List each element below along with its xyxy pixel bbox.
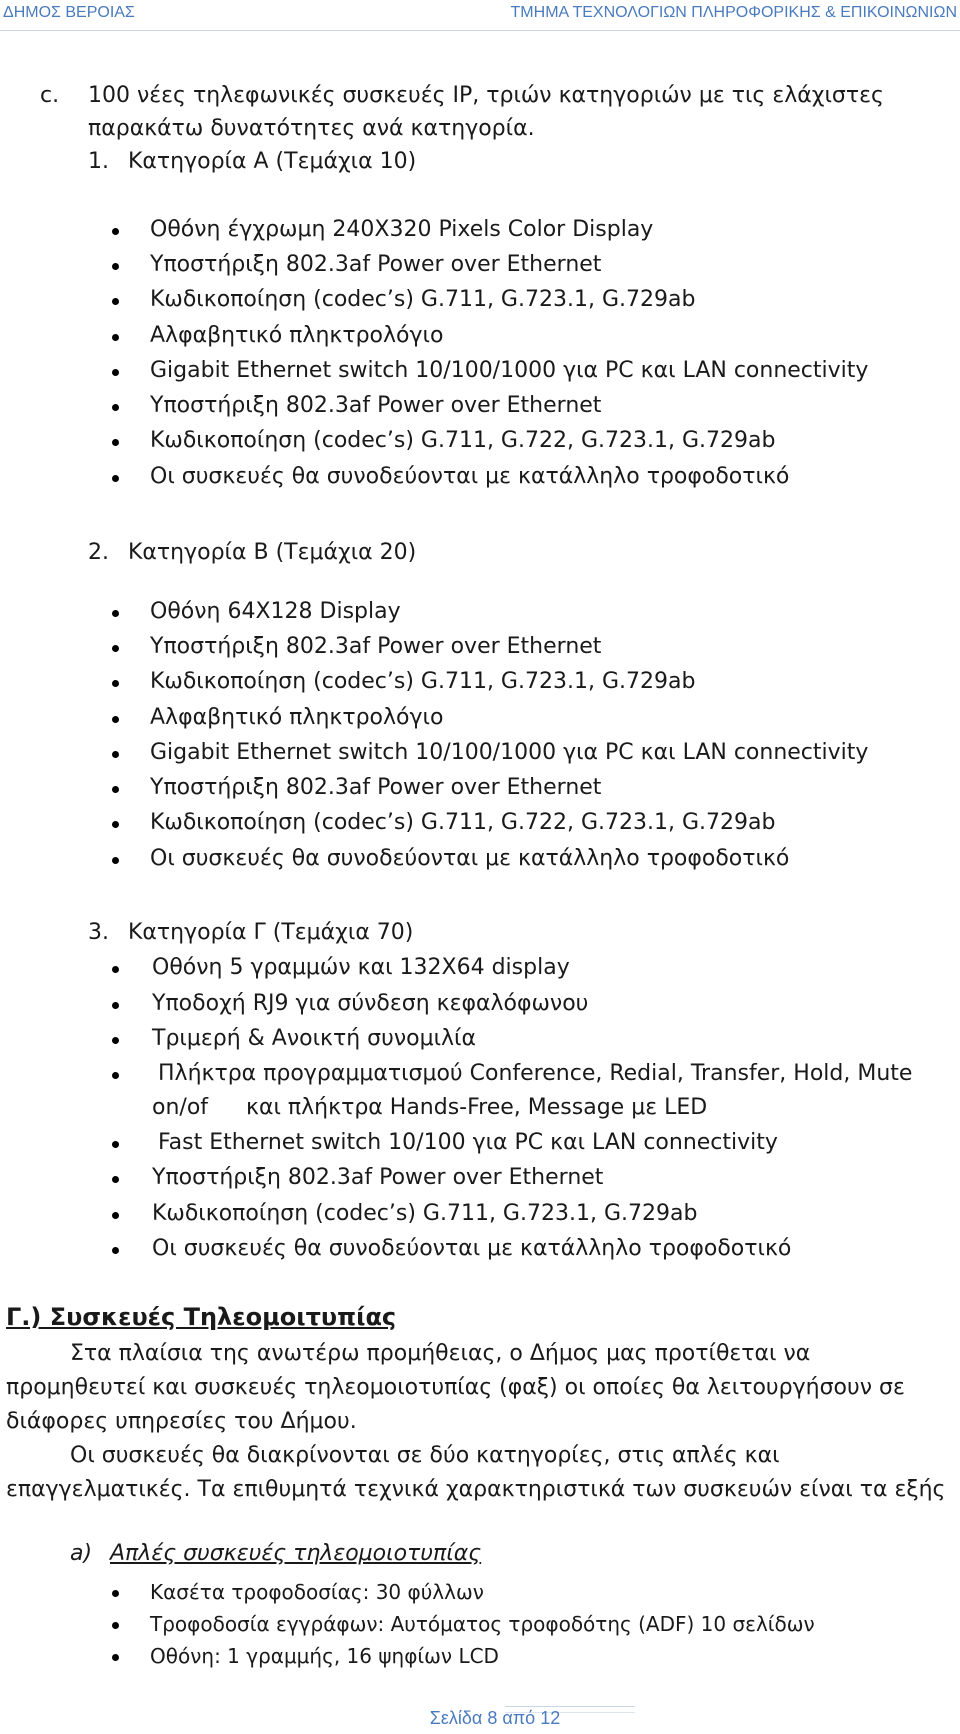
sub-heading-title: Απλές συσκευές τηλεομοιοτυπίας xyxy=(110,1541,482,1566)
bullet-icon xyxy=(112,751,119,758)
category-c-item: Οθόνη 5 γραμμών και 132X64 display xyxy=(152,955,570,980)
bullet-icon xyxy=(112,1141,119,1148)
category-b-item: Κωδικοποίηση (codec’s) G.711, G.723.1, G.729ab xyxy=(150,669,696,694)
intro-line-2: παρακάτω δυνατότητες ανά κατηγορία. xyxy=(88,116,535,141)
fax-para-2-line-2: επαγγελματικές. Τα επιθυμητά τεχνικά χαρακτηριστικά των συσκευών είναι τα εξής xyxy=(6,1477,946,1502)
bullet-icon xyxy=(112,1002,119,1009)
category-a-item: Οθόνη έγχρωμη 240X320 Pixels Color Display xyxy=(150,217,654,242)
bullet-icon xyxy=(112,475,119,482)
header-organization: ΔΗΜΟΣ ΒΕΡΟΙΑΣ xyxy=(3,4,135,21)
category-a-item: Κωδικοποίηση (codec’s) G.711, G.722, G.723.1, G.729ab xyxy=(150,428,776,453)
category-c-item: Fast Ethernet switch 10/100 για PC και LAN connectivity xyxy=(158,1130,778,1155)
bullet-icon xyxy=(112,680,119,687)
fax-para-1-line-2: προμηθευτεί και συσκευές τηλεομοιοτυπίας (φαξ) οι οποίες θα λειτουργήσουν σε xyxy=(6,1375,905,1400)
bullet-icon xyxy=(112,1654,119,1661)
intro-line-1: 100 νέες τηλεφωνικές συσκευές IP, τριών κατηγοριών με τις ελάχιστες xyxy=(88,83,884,108)
bullet-icon xyxy=(112,369,119,376)
page-number: Σελίδα 8 από 12 xyxy=(429,1708,561,1728)
sub-heading-marker: a) xyxy=(70,1541,93,1566)
category-b-item: Κωδικοποίηση (codec’s) G.711, G.722, G.723.1, G.729ab xyxy=(150,810,776,835)
category-b-item: Υποστήριξη 802.3af Power over Ethernet xyxy=(150,775,602,800)
category-a-item: Κωδικοποίηση (codec’s) G.711, G.723.1, G.729ab xyxy=(150,287,696,312)
category-c-title: Κατηγορία Γ (Τεμάχια 70) xyxy=(128,920,414,945)
bullet-icon xyxy=(112,404,119,411)
bullet-icon xyxy=(112,439,119,446)
fax-item: Κασέτα τροφοδοσίας: 30 φύλλων xyxy=(150,1580,484,1604)
category-a-item: Αλφαβητικό πληκτρολόγιο xyxy=(150,323,444,348)
bullet-icon xyxy=(112,1212,119,1219)
bullet-icon xyxy=(112,263,119,270)
page-footer xyxy=(0,1708,960,1729)
intro-marker: c. xyxy=(40,83,60,108)
page-header xyxy=(0,0,960,31)
category-b-number: 2. xyxy=(88,540,109,565)
category-c-number: 3. xyxy=(88,920,109,945)
category-c-item-continuation-b: και πλήκτρα Hands-Free, Message με LED xyxy=(246,1095,708,1120)
category-b-item: Αλφαβητικό πληκτρολόγιο xyxy=(150,705,444,730)
fax-para-1-line-1: Στα πλαίσια της ανωτέρω προμήθειας, ο Δήμος μας προτίθεται να xyxy=(70,1341,811,1366)
category-c-item: Οι συσκευές θα συνοδεύονται με κατάλληλο τροφοδοτικό xyxy=(152,1236,792,1261)
fax-item: Τροφοδοσία εγγράφων: Αυτόματος τροφοδότης (ADF) 10 σελίδων xyxy=(150,1612,815,1636)
category-a-item: Gigabit Ethernet switch 10/100/1000 για PC και LAN connectivity xyxy=(150,358,869,383)
bullet-icon xyxy=(112,716,119,723)
bullet-icon xyxy=(112,298,119,305)
footer-divider xyxy=(505,1706,635,1707)
category-a-item: Υποστήριξη 802.3af Power over Ethernet xyxy=(150,393,602,418)
header-department: ΤΜΗΜΑ ΤΕΧΝΟΛΟΓΙΩΝ ΠΛΗΡΟΦΟΡΙΚΗΣ & ΕΠΙΚΟΙΝΩΝΙΩΝ xyxy=(510,4,957,21)
category-b-item: Οθόνη 64X128 Display xyxy=(150,599,401,624)
fax-para-1-line-3: διάφορες υπηρεσίες του Δήμου. xyxy=(6,1409,357,1434)
fax-para-2-line-1: Οι συσκευές θα διακρίνονται σε δύο κατηγορίες, στις απλές και xyxy=(70,1443,780,1468)
bullet-icon xyxy=(112,1622,119,1629)
bullet-icon xyxy=(112,857,119,864)
bullet-icon xyxy=(112,1072,119,1079)
bullet-icon xyxy=(112,334,119,341)
bullet-icon xyxy=(112,645,119,652)
category-c-item: Πλήκτρα προγραμματισμού Conference, Redial, Transfer, Hold, Mute xyxy=(158,1061,913,1086)
category-a-number: 1. xyxy=(88,149,109,174)
category-c-item: Υποστήριξη 802.3af Power over Ethernet xyxy=(152,1165,604,1190)
category-c-item: Υποδοχή RJ9 για σύνδεση κεφαλόφωνου xyxy=(152,991,589,1016)
bullet-icon xyxy=(112,610,119,617)
category-c-item: Τριμερή & Ανοικτή συνομιλία xyxy=(152,1026,477,1051)
bullet-icon xyxy=(112,1247,119,1254)
category-a-item: Υποστήριξη 802.3af Power over Ethernet xyxy=(150,252,602,277)
category-a-item: Οι συσκευές θα συνοδεύονται με κατάλληλο τροφοδοτικό xyxy=(150,464,790,489)
category-a-title: Κατηγορία Α (Τεμάχια 10) xyxy=(128,149,417,174)
bullet-icon xyxy=(112,228,119,235)
category-b-item: Gigabit Ethernet switch 10/100/1000 για PC και LAN connectivity xyxy=(150,740,869,765)
category-c-item-continuation-a: on/of xyxy=(152,1095,209,1120)
section-heading: Γ.) Συσκευές Τηλεομοιτυπίας xyxy=(6,1303,397,1331)
bullet-icon xyxy=(112,1037,119,1044)
bullet-icon xyxy=(112,1176,119,1183)
bullet-icon xyxy=(112,786,119,793)
category-b-item: Οι συσκευές θα συνοδεύονται με κατάλληλο τροφοδοτικό xyxy=(150,846,790,871)
bullet-icon xyxy=(112,966,119,973)
category-b-title: Κατηγορία Β (Τεμάχια 20) xyxy=(128,540,417,565)
fax-item: Οθόνη: 1 γραμμής, 16 ψηφίων LCD xyxy=(150,1644,499,1668)
bullet-icon xyxy=(112,1590,119,1597)
category-c-item: Κωδικοποίηση (codec’s) G.711, G.723.1, G.729ab xyxy=(152,1201,698,1226)
category-b-item: Υποστήριξη 802.3af Power over Ethernet xyxy=(150,634,602,659)
bullet-icon xyxy=(112,821,119,828)
